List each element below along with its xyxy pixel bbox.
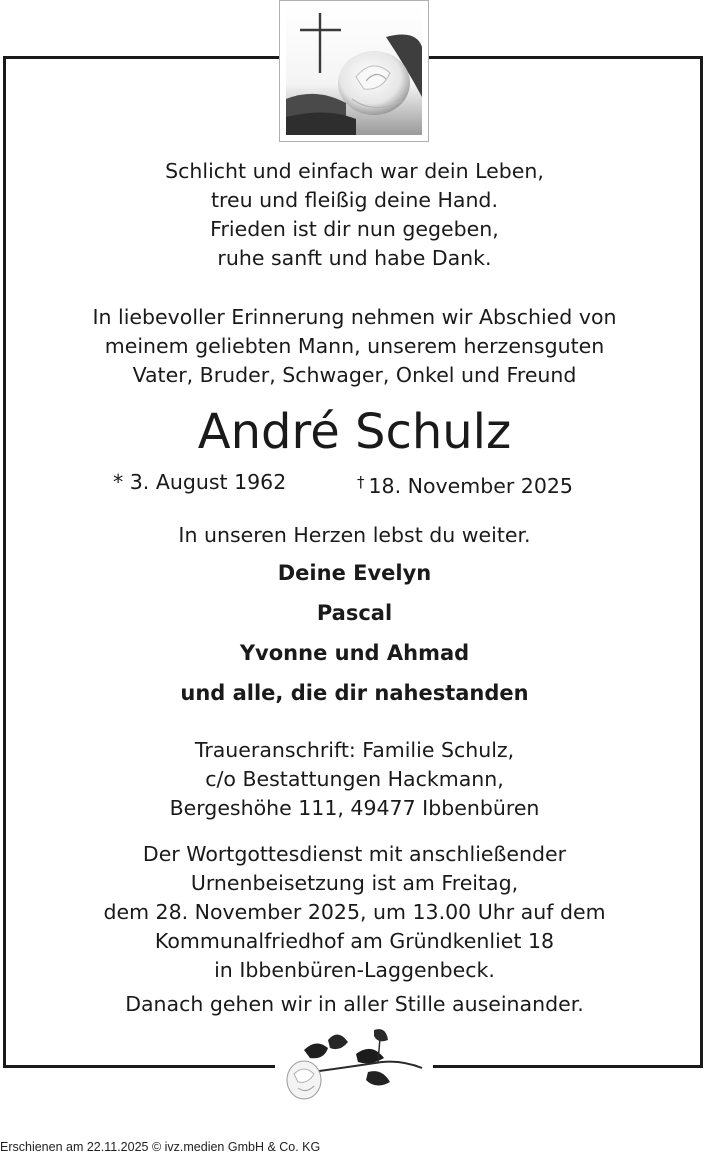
- address-line: c/o Bestattungen Hackmann,: [205, 767, 504, 791]
- cross-rose-photo: [279, 0, 429, 142]
- life-dates: [0, 467, 709, 497]
- service-line: Kommunalfriedhof am Gründkenliet 18: [154, 929, 555, 953]
- service-line: dem 28. November 2025, um 13.00 Uhr auf dem: [103, 900, 606, 924]
- verse-line: ruhe sanft und habe Dank.: [217, 246, 492, 270]
- rose-icon: [282, 1024, 424, 1104]
- service-line: Urnenbeisetzung ist am Freitag,: [190, 871, 519, 895]
- family-line: Yvonne und Ahmad: [239, 641, 470, 665]
- family-line: Deine Evelyn: [277, 561, 432, 585]
- family-line: und alle, die dir nahestanden: [180, 681, 529, 705]
- service-line: Der Wortgottesdienst mit anschließender: [142, 842, 567, 866]
- intro-line: In liebevoller Erinnerung nehmen wir Abschied von: [92, 305, 617, 329]
- verse-line: treu und fleißig deine Hand.: [211, 188, 498, 212]
- family-signatures: [0, 553, 709, 713]
- address-line: Traueranschrift: Familie Schulz,: [194, 738, 515, 762]
- address-line: Bergeshöhe 111, 49477 Ibbenbüren: [169, 796, 540, 820]
- farewell-intro: [0, 303, 709, 390]
- verse: [0, 157, 709, 273]
- dagger-icon: †: [357, 473, 365, 491]
- heart-line: In unseren Herzen lebst du weiter.: [178, 523, 531, 547]
- cross-icon: [286, 7, 422, 135]
- death-date: 18. November 2025: [368, 474, 573, 498]
- intro-line: meinem geliebten Mann, unserem herzensguten: [104, 334, 605, 358]
- service-line: in Ibbenbüren-Laggenbeck.: [214, 958, 495, 982]
- intro-line: Vater, Bruder, Schwager, Onkel und Freund: [132, 363, 577, 387]
- service-info: [0, 840, 709, 985]
- death-date-group: [357, 467, 573, 501]
- verse-line: Frieden ist dir nun gegeben,: [210, 217, 499, 241]
- publication-footer: Erschienen am 22.11.2025 © ivz.medien GmbH & Co. KG: [0, 1140, 321, 1154]
- verse-line: Schlicht und einfach war dein Leben,: [165, 159, 544, 183]
- mourning-address: [0, 736, 709, 823]
- family-line: Pascal: [316, 601, 393, 625]
- closing-line: Danach gehen wir in aller Stille auseinander.: [125, 992, 584, 1016]
- birth-date: * 3. August 1962: [113, 470, 287, 494]
- deceased-name: André Schulz: [197, 404, 512, 460]
